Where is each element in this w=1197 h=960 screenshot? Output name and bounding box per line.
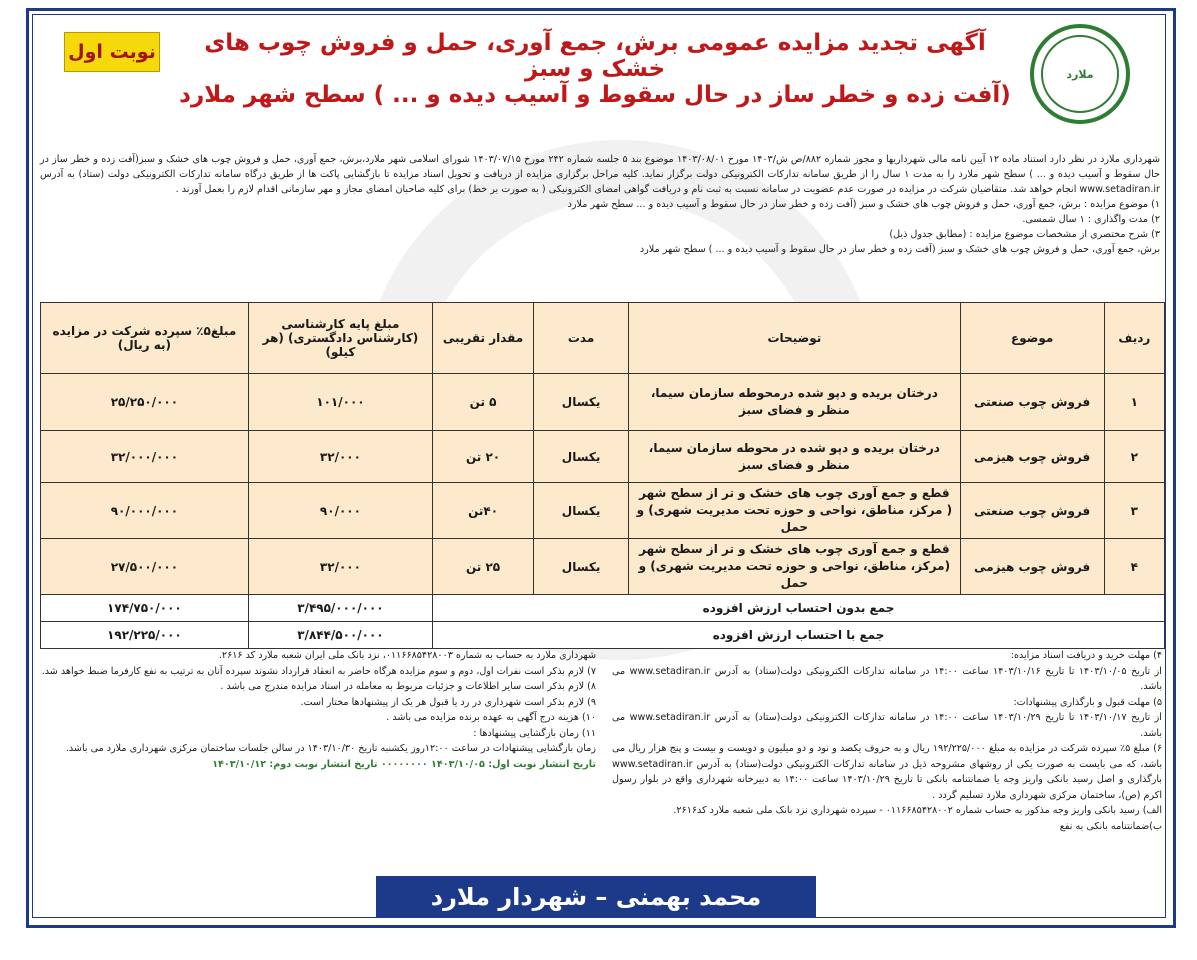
condition-line: ۱۰) هزینه درج آگهی به عهده برنده مزایده می باشد . xyxy=(386,712,596,723)
mayor-signature-banner: محمد بهمنی – شهردار ملارد xyxy=(376,876,816,918)
cell-base-price: ۳۲/۰۰۰ xyxy=(248,539,432,595)
header-subject: موضوع xyxy=(960,303,1104,374)
municipality-logo xyxy=(1030,24,1130,124)
condition-line: شهرداری ملارد به حساب به شماره ۰۱۱۶۶۸۵۴۲۸۰۰۳، نزد بانک ملی ایران شعبه ملارد کد ۲۶۱۶. xyxy=(218,650,596,661)
cell-subject: فروش چوب هیزمی xyxy=(960,431,1104,483)
total-row-with-vat xyxy=(41,622,1165,649)
cell-deposit: ۳۲/۰۰۰/۰۰۰ xyxy=(41,431,249,483)
cell-quantity: ۲۵ تن xyxy=(433,539,534,595)
cell-base-price: ۳۲/۰۰۰ xyxy=(248,431,432,483)
table-header-row xyxy=(41,303,1165,374)
condition-line: ۸) لازم بذکر است سایر اطلاعات و جزئیات مربوط به معامله در اسناد مزایده مندرج می باشد . xyxy=(220,681,596,692)
notice-title: آگهی تجدید مزایده عمومی برش، جمع آوری، حمل و فروش چوب های خشک و سبز xyxy=(204,30,986,82)
condition-line: از تاریخ ۱۴۰۳/۱۰/۰۵ تا تاریخ ۱۴۰۳/۱۰/۱۶ ساعت ۱۴:۰۰ در سامانه تدارکات الکترونیکی دولت(ستاد) به آدرس www.setadiran.ir می باشد. xyxy=(612,665,1162,692)
intro-text xyxy=(40,152,1160,257)
total-deposit: ۱۹۲/۲۲۵/۰۰۰ xyxy=(41,622,249,649)
cell-deposit: ۲۷/۵۰۰/۰۰۰ xyxy=(41,539,249,595)
header-quantity: مقدار تقریبی xyxy=(433,303,534,374)
logo-text: ملارد xyxy=(1066,67,1094,81)
header-row-number: ردیف xyxy=(1104,303,1164,374)
cell-subject: فروش چوب صنعتی xyxy=(960,374,1104,431)
intro-paragraph: شهرداری ملارد در نظر دارد استناد ماده ۱۲ آیین نامه مالی شهرداریها و مجوز شماره ۸۸۲/ص ش/۱۴۰۳ مورخ ۱۴۰۳/۰۸/۰۱ موضوع بند ۵ جلسه شماره ۲۴۲ مورخ ۱۴۰۳/۰۷/۱۵ شورای اسلامی شهر ملارد،برش، جمع آوری، حمل و فروش چوب های خشک و سبز(آفت زده و خطر ساز در حال سقوط و آسیب دیده و ... ) سطح شهر ملارد را به مدت ۱ سال را از طریق سامانه تدارکات الکترونیکی دولت برگزار نماید. کلیه مراحل برگزاری مزایده از دریافت و تحویل اسناد مزایده تا بازگشایی پاکت ها از طریق درگاه سامانه تدارکات الکترونیکی دولت (ستاد) به آدرس www.setadiran.ir انجام خواهد شد. متقاضیان شرکت در مزایده در صورت عدم عضویت در سامانه نسبت به ثبت نام و دریافت گواهی امضای الکترونیکی ( به صورت بر خط) برای کلیه صاحبان امضای مجاز و مهر سازمانی اقدام لازم را بعمل آورند . xyxy=(40,154,1160,195)
cell-row-number: ۲ xyxy=(1104,431,1164,483)
notice-subtitle: (آفت زده و خطر ساز در حال سقوط و آسیب دیده و ... ) سطح شهر ملارد xyxy=(179,82,1011,108)
conditions-left-column xyxy=(40,648,596,772)
total-base-price: ۳/۸۴۴/۵۰۰/۰۰۰ xyxy=(248,622,432,649)
total-deposit: ۱۷۴/۷۵۰/۰۰۰ xyxy=(41,595,249,622)
cell-row-number: ۴ xyxy=(1104,539,1164,595)
cell-deposit: ۲۵/۲۵۰/۰۰۰ xyxy=(41,374,249,431)
cell-row-number: ۱ xyxy=(1104,374,1164,431)
cell-subject: فروش چوب هیزمی xyxy=(960,539,1104,595)
cell-description: درختان بریده و دپو شده درمحوطه سازمان سیما، منظر و فضای سبز xyxy=(629,374,960,431)
intro-item-1: ۱) موضوع مزایده : برش، جمع آوری، حمل و فروش چوب های خشک و سبز (آفت زده و خطر ساز در حال سقوط و آسیب دیده و ... سطح شهر ملارد xyxy=(567,199,1160,210)
intro-item-2: ۲) مدت واگذاری : ۱ سال شمسی. xyxy=(1022,214,1160,225)
publication-dates: تاریخ انتشار نوبت اول: ۱۴۰۳/۱۰/۰۵ ۰۰۰۰۰۰۰۰ تاریخ انتشار نوبت دوم: ۱۴۰۳/۱۰/۱۲ xyxy=(212,758,596,770)
cell-quantity: ۴۰تن xyxy=(433,483,534,539)
condition-line: ۵) مهلت قبول و بارگذاری پیشنهادات: xyxy=(1013,696,1162,708)
conditions-right-column xyxy=(612,648,1162,834)
cell-duration: یکسال xyxy=(534,539,629,595)
table-row xyxy=(41,374,1165,431)
cell-description: درختان بریده و دپو شده در محوطه سازمان سیما، منظر و فضای سبز xyxy=(629,431,960,483)
condition-line: زمان بازگشایی پیشنهادات در ساعت ۱۲:۰۰روز یکشنبه تاریخ ۱۴۰۳/۱۰/۳۰ در سالن جلسات ساختمان مرکزی شهرداری ملارد می باشد. xyxy=(65,743,596,754)
table-row xyxy=(41,539,1165,595)
cell-description: قطع و جمع آوری چوب های خشک و تر از سطح شهر ( مرکز، مناطق، نواحی و حوزه تحت مدیریت شهری) و حمل xyxy=(629,483,960,539)
cell-row-number: ۳ xyxy=(1104,483,1164,539)
header-base-price: مبلغ پایه کارشناسی (کارشناس دادگستری) (هر کیلو) xyxy=(248,303,432,374)
condition-line: ۱۱) زمان بازگشایی پیشنهادها : xyxy=(473,727,596,739)
condition-line: ۶) مبلغ ۵٪ سپرده شرکت در مزایده به مبلغ ۱۹۲/۲۲۵/۰۰۰ ریال و به حروف یکصد و نود و دو میلیون و دویست و بیست و پنج هزار ریال می باشد، که می بایست به صورت یکی از روشهای مشروحه ذیل در سامانه تدارکات الکترونیکی دولت(ستاد) به آدرس www.setadiran.ir بارگذاری و اصل رسید بانکی واریز وجه یا ضمانتنامه بانکی تا تاریخ ۱۴۰۳/۱۰/۲۹ ساعت ۱۴:۰۰ به دبیرخانه شهرداری واقع در بلوار رسول اکرم (ص)، ساختمان مرکزی شهرداری ملارد تسلیم گردد . xyxy=(612,743,1162,801)
total-label: جمع بدون احتساب ارزش افزوده xyxy=(433,595,1165,622)
intro-item-3: ۳) شرح مختصری از مشخصات موضوع مزایده : (مطابق جدول ذیل) xyxy=(889,229,1160,240)
condition-line: ۴) مهلت خرید و دریافت اسناد مزایده: xyxy=(1010,650,1162,661)
table-row xyxy=(41,483,1165,539)
total-base-price: ۳/۴۹۵/۰۰۰/۰۰۰ xyxy=(248,595,432,622)
cell-duration: یکسال xyxy=(534,431,629,483)
table-row xyxy=(41,431,1165,483)
condition-line: ۹) لازم بذکر است شهرداری در رد یا قبول هر یک از پیشنهادها مختار است. xyxy=(300,696,596,708)
condition-line: الف) رسید بانکی واریز وجه مذکور به حساب شماره ۰۱۱۶۶۸۵۴۲۸۰۰۲ - سپرده شهرداری نزد بانک ملی شعبه ملارد کد۲۶۱۶. xyxy=(673,805,1162,816)
cell-subject: فروش چوب صنعتی xyxy=(960,483,1104,539)
cell-quantity: ۲۰ تن xyxy=(433,431,534,483)
header-deposit: مبلغ۵٪ سپرده شرکت در مزایده (به ریال) xyxy=(41,303,249,374)
round-badge: نوبت اول xyxy=(64,32,160,72)
condition-line: ب)ضمانتنامه بانکی به نفع xyxy=(1059,820,1162,832)
header-description: توضیحات xyxy=(629,303,960,374)
intro-item-4: برش، جمع آوری، حمل و فروش چوب های خشک و سبز (آفت زده و خطر ساز در حال سقوط و آسیب دیده و ... ) سطح شهر ملارد xyxy=(639,244,1160,255)
cell-duration: یکسال xyxy=(534,483,629,539)
auction-table xyxy=(40,302,1165,649)
logo-emblem xyxy=(1041,35,1119,113)
total-row-without-vat xyxy=(41,595,1165,622)
total-label: جمع با احتساب ارزش افزوده xyxy=(433,622,1165,649)
cell-quantity: ۵ تن xyxy=(433,374,534,431)
cell-base-price: ۱۰۱/۰۰۰ xyxy=(248,374,432,431)
cell-description: قطع و جمع آوری چوب های خشک و تر از سطح شهر (مرکز، مناطق، نواحی و حوزه تحت مدیریت شهری) و حمل xyxy=(629,539,960,595)
cell-deposit: ۹۰/۰۰۰/۰۰۰ xyxy=(41,483,249,539)
cell-duration: یکسال xyxy=(534,374,629,431)
cell-base-price: ۹۰/۰۰۰ xyxy=(248,483,432,539)
condition-line: از تاریخ ۱۴۰۳/۱۰/۱۷ تا تاریخ ۱۴۰۳/۱۰/۲۹ ساعت ۱۴:۰۰ در سامانه تدارکات الکترونیکی دولت(ستاد) به آدرس www.setadiran.ir می باشد. xyxy=(612,712,1162,739)
condition-line: ۷) لازم بذکر است نفرات اول، دوم و سوم مزایده هرگاه حاضر به انعقاد قرارداد نشوند سپرده آنان به ترتیب به نفع کارفرما ضبط خواهد شد. xyxy=(41,665,596,677)
header-duration: مدت xyxy=(534,303,629,374)
